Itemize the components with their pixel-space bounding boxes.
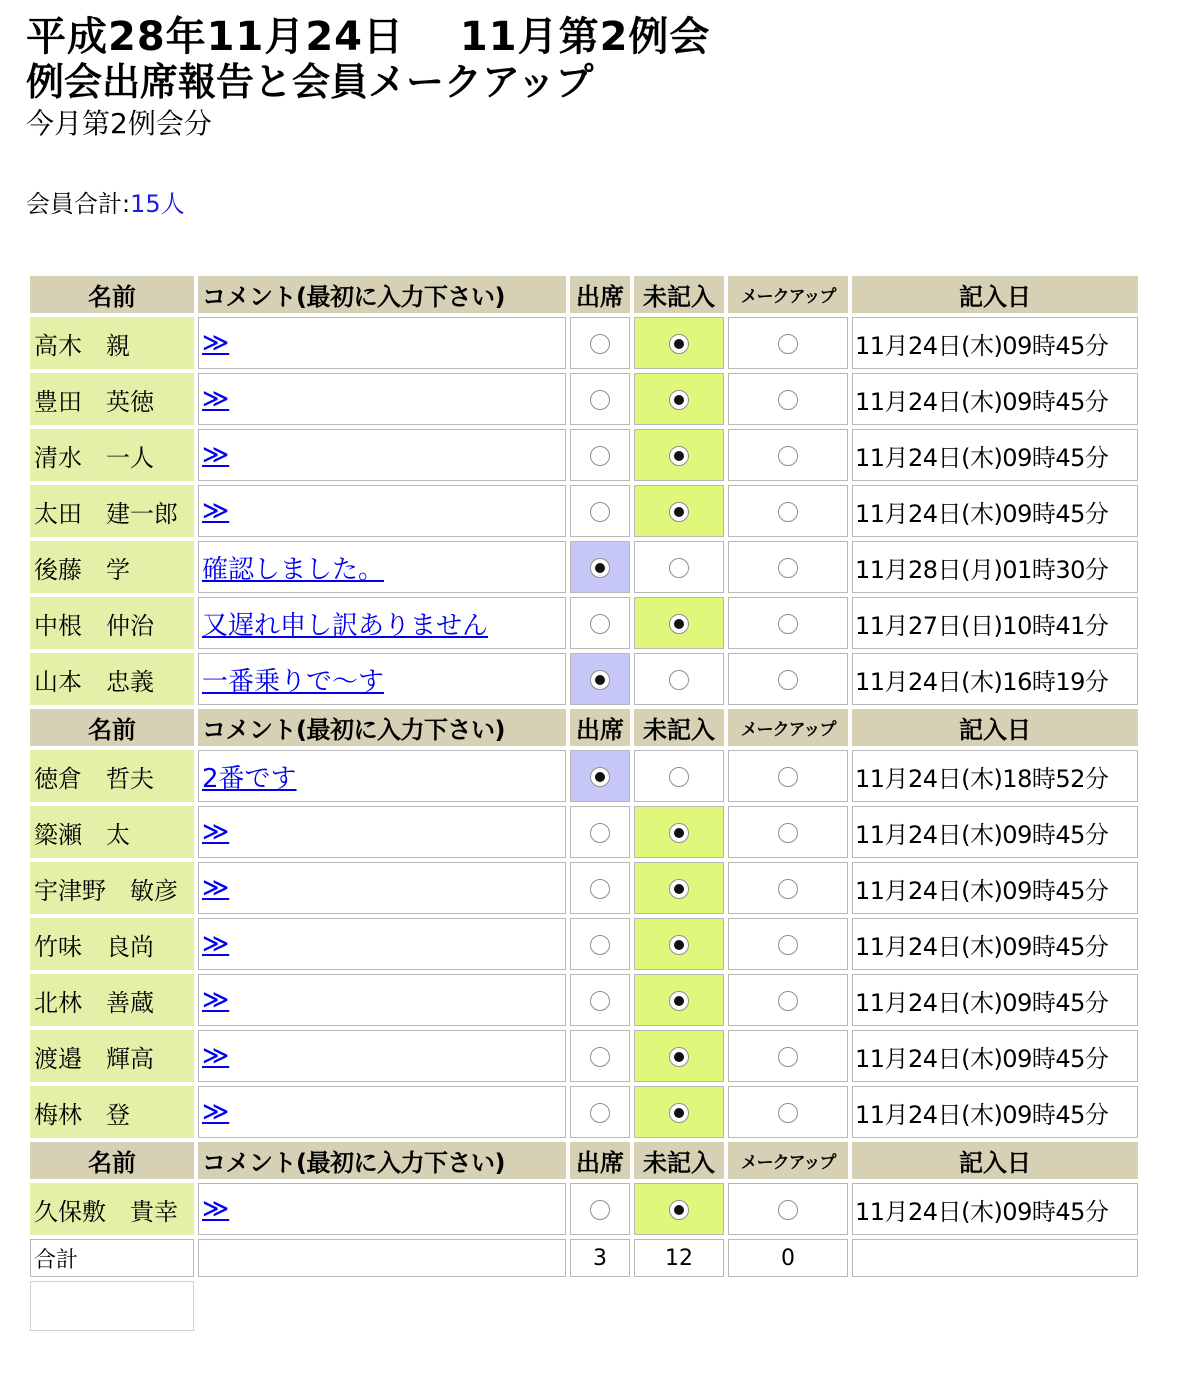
makeup-radio[interactable] <box>778 614 798 634</box>
comment-link[interactable]: ≫ <box>202 873 230 903</box>
makeup-cell <box>728 918 848 970</box>
unfilled-cell <box>634 541 724 593</box>
comment-cell <box>198 429 566 481</box>
makeup-cell <box>728 750 848 802</box>
makeup-radio[interactable] <box>778 558 798 578</box>
table-header-row <box>30 709 1138 746</box>
unfilled-radio[interactable] <box>669 670 689 690</box>
comment-link[interactable]: ≫ <box>202 440 230 470</box>
member-name <box>30 1030 194 1082</box>
makeup-radio[interactable] <box>778 935 798 955</box>
unfilled-radio[interactable] <box>669 502 689 522</box>
makeup-radio[interactable] <box>778 767 798 787</box>
makeup-cell <box>728 1086 848 1138</box>
header-comment: コメント(最初に入力下さい) <box>198 1142 566 1179</box>
member-name <box>30 653 194 705</box>
makeup-radio[interactable] <box>778 502 798 522</box>
unfilled-radio[interactable] <box>669 823 689 843</box>
entry-date: 11月27日(日)10時41分 <box>852 597 1138 649</box>
attend-cell <box>570 597 630 649</box>
member-name <box>30 918 194 970</box>
entry-date: 11月24日(木)09時45分 <box>852 429 1138 481</box>
unfilled-cell <box>634 653 724 705</box>
makeup-radio[interactable] <box>778 390 798 410</box>
makeup-radio[interactable] <box>778 334 798 354</box>
attend-cell <box>570 1086 630 1138</box>
member-name <box>30 806 194 858</box>
unfilled-radio[interactable] <box>669 446 689 466</box>
entry-date: 11月24日(木)09時45分 <box>852 862 1138 914</box>
entry-date: 11月28日(月)01時30分 <box>852 541 1138 593</box>
header-makeup: メークアップ <box>728 1142 848 1179</box>
unfilled-radio[interactable] <box>669 558 689 578</box>
attend-radio[interactable] <box>590 991 610 1011</box>
makeup-cell <box>728 429 848 481</box>
header-name: 名前 <box>30 1142 194 1179</box>
table-row <box>30 1086 1138 1138</box>
totals-label: 合計 <box>30 1239 194 1277</box>
header-comment: コメント(最初に入力下さい) <box>198 276 566 313</box>
header-name: 名前 <box>30 709 194 746</box>
comment-cell <box>198 862 566 914</box>
attend-cell <box>570 485 630 537</box>
header-makeup: メークアップ <box>728 276 848 313</box>
unfilled-cell <box>634 429 724 481</box>
unfilled-cell <box>634 1183 724 1235</box>
attend-radio[interactable] <box>590 1047 610 1067</box>
makeup-cell <box>728 862 848 914</box>
attend-cell <box>570 317 630 369</box>
unfilled-cell <box>634 974 724 1026</box>
table-row <box>30 862 1138 914</box>
table-row <box>30 974 1138 1026</box>
makeup-cell <box>728 597 848 649</box>
page-title: 例会出席報告と会員メークアップ <box>26 60 594 104</box>
header-attend: 出席 <box>570 276 630 313</box>
comment-cell <box>198 653 566 705</box>
entry-date: 11月24日(木)09時45分 <box>852 1183 1138 1235</box>
member-name-text: 高木 親 <box>34 331 130 360</box>
member-name-text: 梅林 登 <box>34 1100 130 1129</box>
makeup-radio[interactable] <box>778 1103 798 1123</box>
comment-cell <box>198 1030 566 1082</box>
makeup-cell <box>728 373 848 425</box>
comment-cell <box>198 317 566 369</box>
entry-date: 11月24日(木)09時45分 <box>852 373 1138 425</box>
comment-link[interactable]: ≫ <box>202 985 230 1015</box>
comment-cell <box>198 597 566 649</box>
table-row <box>30 1183 1138 1235</box>
comment-link[interactable]: ≫ <box>202 1194 230 1224</box>
comment-link[interactable]: ≫ <box>202 929 230 959</box>
comment-cell <box>198 806 566 858</box>
member-name-text: 太田 建一郎 <box>34 499 178 528</box>
header-makeup: メークアップ <box>728 709 848 746</box>
attendance-table <box>26 272 1142 1335</box>
page-title-date: 平成28年11月24日 11月第2例会 <box>26 14 711 60</box>
makeup-cell <box>728 806 848 858</box>
member-name-text: 清水 一人 <box>34 443 154 472</box>
table-row <box>30 317 1138 369</box>
makeup-cell <box>728 485 848 537</box>
header-comment: コメント(最初に入力下さい) <box>198 709 566 746</box>
attend-cell <box>570 429 630 481</box>
member-name <box>30 317 194 369</box>
attend-radio[interactable] <box>590 614 610 634</box>
member-name-text: 宇津野 敏彦 <box>34 876 178 905</box>
makeup-radio[interactable] <box>778 991 798 1011</box>
header-date: 記入日 <box>852 1142 1138 1179</box>
header-unfilled: 未記入 <box>634 276 724 313</box>
member-name <box>30 429 194 481</box>
comment-link[interactable]: ≫ <box>202 328 230 358</box>
table-row <box>30 918 1138 970</box>
member-name <box>30 974 194 1026</box>
table-header-row <box>30 276 1138 313</box>
unfilled-radio[interactable] <box>669 935 689 955</box>
member-name-text: 渡邉 輝高 <box>34 1044 154 1073</box>
header-unfilled: 未記入 <box>634 709 724 746</box>
totals-attend: 3 <box>570 1239 630 1277</box>
comment-link[interactable]: 又遅れ申し訳ありません <box>202 610 489 641</box>
comment-cell <box>198 1086 566 1138</box>
totals-comment-empty <box>198 1239 566 1277</box>
header-attend: 出席 <box>570 1142 630 1179</box>
attend-radio[interactable] <box>590 558 610 578</box>
makeup-cell <box>728 1030 848 1082</box>
makeup-radio[interactable] <box>778 1200 798 1220</box>
entry-date: 11月24日(木)16時19分 <box>852 653 1138 705</box>
member-name-text: 後藤 学 <box>34 555 130 584</box>
page-subtitle: 今月第2例会分 <box>26 107 212 140</box>
unfilled-cell <box>634 806 724 858</box>
table-row <box>30 429 1138 481</box>
table-row <box>30 373 1138 425</box>
member-name <box>30 541 194 593</box>
blank-space <box>198 1281 1138 1331</box>
member-name-text: 久保敷 貴幸 <box>34 1197 178 1226</box>
attend-cell <box>570 541 630 593</box>
member-name <box>30 750 194 802</box>
header-date: 記入日 <box>852 276 1138 313</box>
unfilled-cell <box>634 918 724 970</box>
unfilled-cell <box>634 373 724 425</box>
unfilled-radio[interactable] <box>669 879 689 899</box>
makeup-radio[interactable] <box>778 879 798 899</box>
unfilled-cell <box>634 1086 724 1138</box>
attend-radio[interactable] <box>590 823 610 843</box>
page-header <box>26 14 710 142</box>
unfilled-radio[interactable] <box>669 1103 689 1123</box>
comment-cell <box>198 1183 566 1235</box>
comment-cell <box>198 750 566 802</box>
header-date: 記入日 <box>852 709 1138 746</box>
member-total-label: 会員合計: <box>26 190 131 218</box>
extra-row <box>30 1281 1138 1331</box>
entry-date: 11月24日(木)18時52分 <box>852 750 1138 802</box>
attend-cell <box>570 653 630 705</box>
empty-box <box>30 1281 194 1331</box>
unfilled-cell <box>634 317 724 369</box>
entry-date: 11月24日(木)09時45分 <box>852 918 1138 970</box>
unfilled-cell <box>634 1030 724 1082</box>
member-name-text: 豊田 英徳 <box>34 387 154 416</box>
makeup-cell <box>728 653 848 705</box>
member-name <box>30 862 194 914</box>
unfilled-radio[interactable] <box>669 767 689 787</box>
unfilled-radio[interactable] <box>669 334 689 354</box>
table-row <box>30 653 1138 705</box>
member-name-text: 徳倉 哲夫 <box>34 764 154 793</box>
table-row <box>30 806 1138 858</box>
unfilled-radio[interactable] <box>669 1200 689 1220</box>
makeup-radio[interactable] <box>778 1047 798 1067</box>
comment-link[interactable]: ≫ <box>202 384 230 414</box>
comment-link[interactable]: ≫ <box>202 817 230 847</box>
comment-cell <box>198 373 566 425</box>
comment-link[interactable]: 一番乗りで～す <box>202 666 385 697</box>
comment-link[interactable]: 確認しました。 <box>202 554 385 585</box>
comment-link[interactable]: ≫ <box>202 1041 230 1071</box>
entry-date: 11月24日(木)09時45分 <box>852 317 1138 369</box>
table-row <box>30 541 1138 593</box>
attend-radio[interactable] <box>590 1200 610 1220</box>
attend-radio[interactable] <box>590 502 610 522</box>
table-row <box>30 597 1138 649</box>
attend-radio[interactable] <box>590 935 610 955</box>
attend-cell <box>570 750 630 802</box>
totals-date-empty <box>852 1239 1138 1277</box>
attend-cell <box>570 1030 630 1082</box>
member-name <box>30 373 194 425</box>
member-name <box>30 1183 194 1235</box>
member-name-text: 簗瀬 太 <box>34 820 130 849</box>
attend-cell <box>570 373 630 425</box>
attend-cell <box>570 1183 630 1235</box>
member-total <box>26 188 185 220</box>
unfilled-cell <box>634 750 724 802</box>
unfilled-radio[interactable] <box>669 390 689 410</box>
header-name: 名前 <box>30 276 194 313</box>
header-attend: 出席 <box>570 709 630 746</box>
attend-radio[interactable] <box>590 390 610 410</box>
makeup-radio[interactable] <box>778 823 798 843</box>
attend-radio[interactable] <box>590 446 610 466</box>
entry-date: 11月24日(木)09時45分 <box>852 974 1138 1026</box>
member-name <box>30 1086 194 1138</box>
header-unfilled: 未記入 <box>634 1142 724 1179</box>
unfilled-radio[interactable] <box>669 991 689 1011</box>
unfilled-cell <box>634 485 724 537</box>
table-row <box>30 750 1138 802</box>
member-name-text: 山本 忠義 <box>34 667 154 696</box>
member-total-value: 15人 <box>130 190 185 218</box>
attend-radio[interactable] <box>590 1103 610 1123</box>
makeup-radio[interactable] <box>778 670 798 690</box>
unfilled-cell <box>634 862 724 914</box>
comment-cell <box>198 974 566 1026</box>
attend-cell <box>570 862 630 914</box>
unfilled-radio[interactable] <box>669 1047 689 1067</box>
comment-link[interactable]: ≫ <box>202 496 230 526</box>
entry-date: 11月24日(木)09時45分 <box>852 1030 1138 1082</box>
comment-cell <box>198 485 566 537</box>
comment-link[interactable]: 2番です <box>202 763 297 794</box>
comment-link[interactable]: ≫ <box>202 1097 230 1127</box>
makeup-cell <box>728 974 848 1026</box>
member-name-text: 中根 仲治 <box>34 611 154 640</box>
entry-date: 11月24日(木)09時45分 <box>852 806 1138 858</box>
member-name <box>30 597 194 649</box>
attend-radio[interactable] <box>590 670 610 690</box>
table-row <box>30 1030 1138 1082</box>
makeup-cell <box>728 1183 848 1235</box>
makeup-cell <box>728 317 848 369</box>
attend-radio[interactable] <box>590 767 610 787</box>
comment-cell <box>198 541 566 593</box>
totals-unfilled: 12 <box>634 1239 724 1277</box>
attend-cell <box>570 806 630 858</box>
attend-cell <box>570 918 630 970</box>
member-name-text: 竹味 良尚 <box>34 932 154 961</box>
member-name-text: 北林 善蔵 <box>34 988 154 1017</box>
attend-radio[interactable] <box>590 879 610 899</box>
unfilled-cell <box>634 597 724 649</box>
attend-cell <box>570 974 630 1026</box>
entry-date: 11月24日(木)09時45分 <box>852 485 1138 537</box>
table-header-row <box>30 1142 1138 1179</box>
attend-radio[interactable] <box>590 334 610 354</box>
totals-row <box>30 1239 1138 1277</box>
member-name <box>30 485 194 537</box>
makeup-cell <box>728 541 848 593</box>
totals-makeup: 0 <box>728 1239 848 1277</box>
unfilled-radio[interactable] <box>669 614 689 634</box>
makeup-radio[interactable] <box>778 446 798 466</box>
table-row <box>30 485 1138 537</box>
comment-cell <box>198 918 566 970</box>
entry-date: 11月24日(木)09時45分 <box>852 1086 1138 1138</box>
